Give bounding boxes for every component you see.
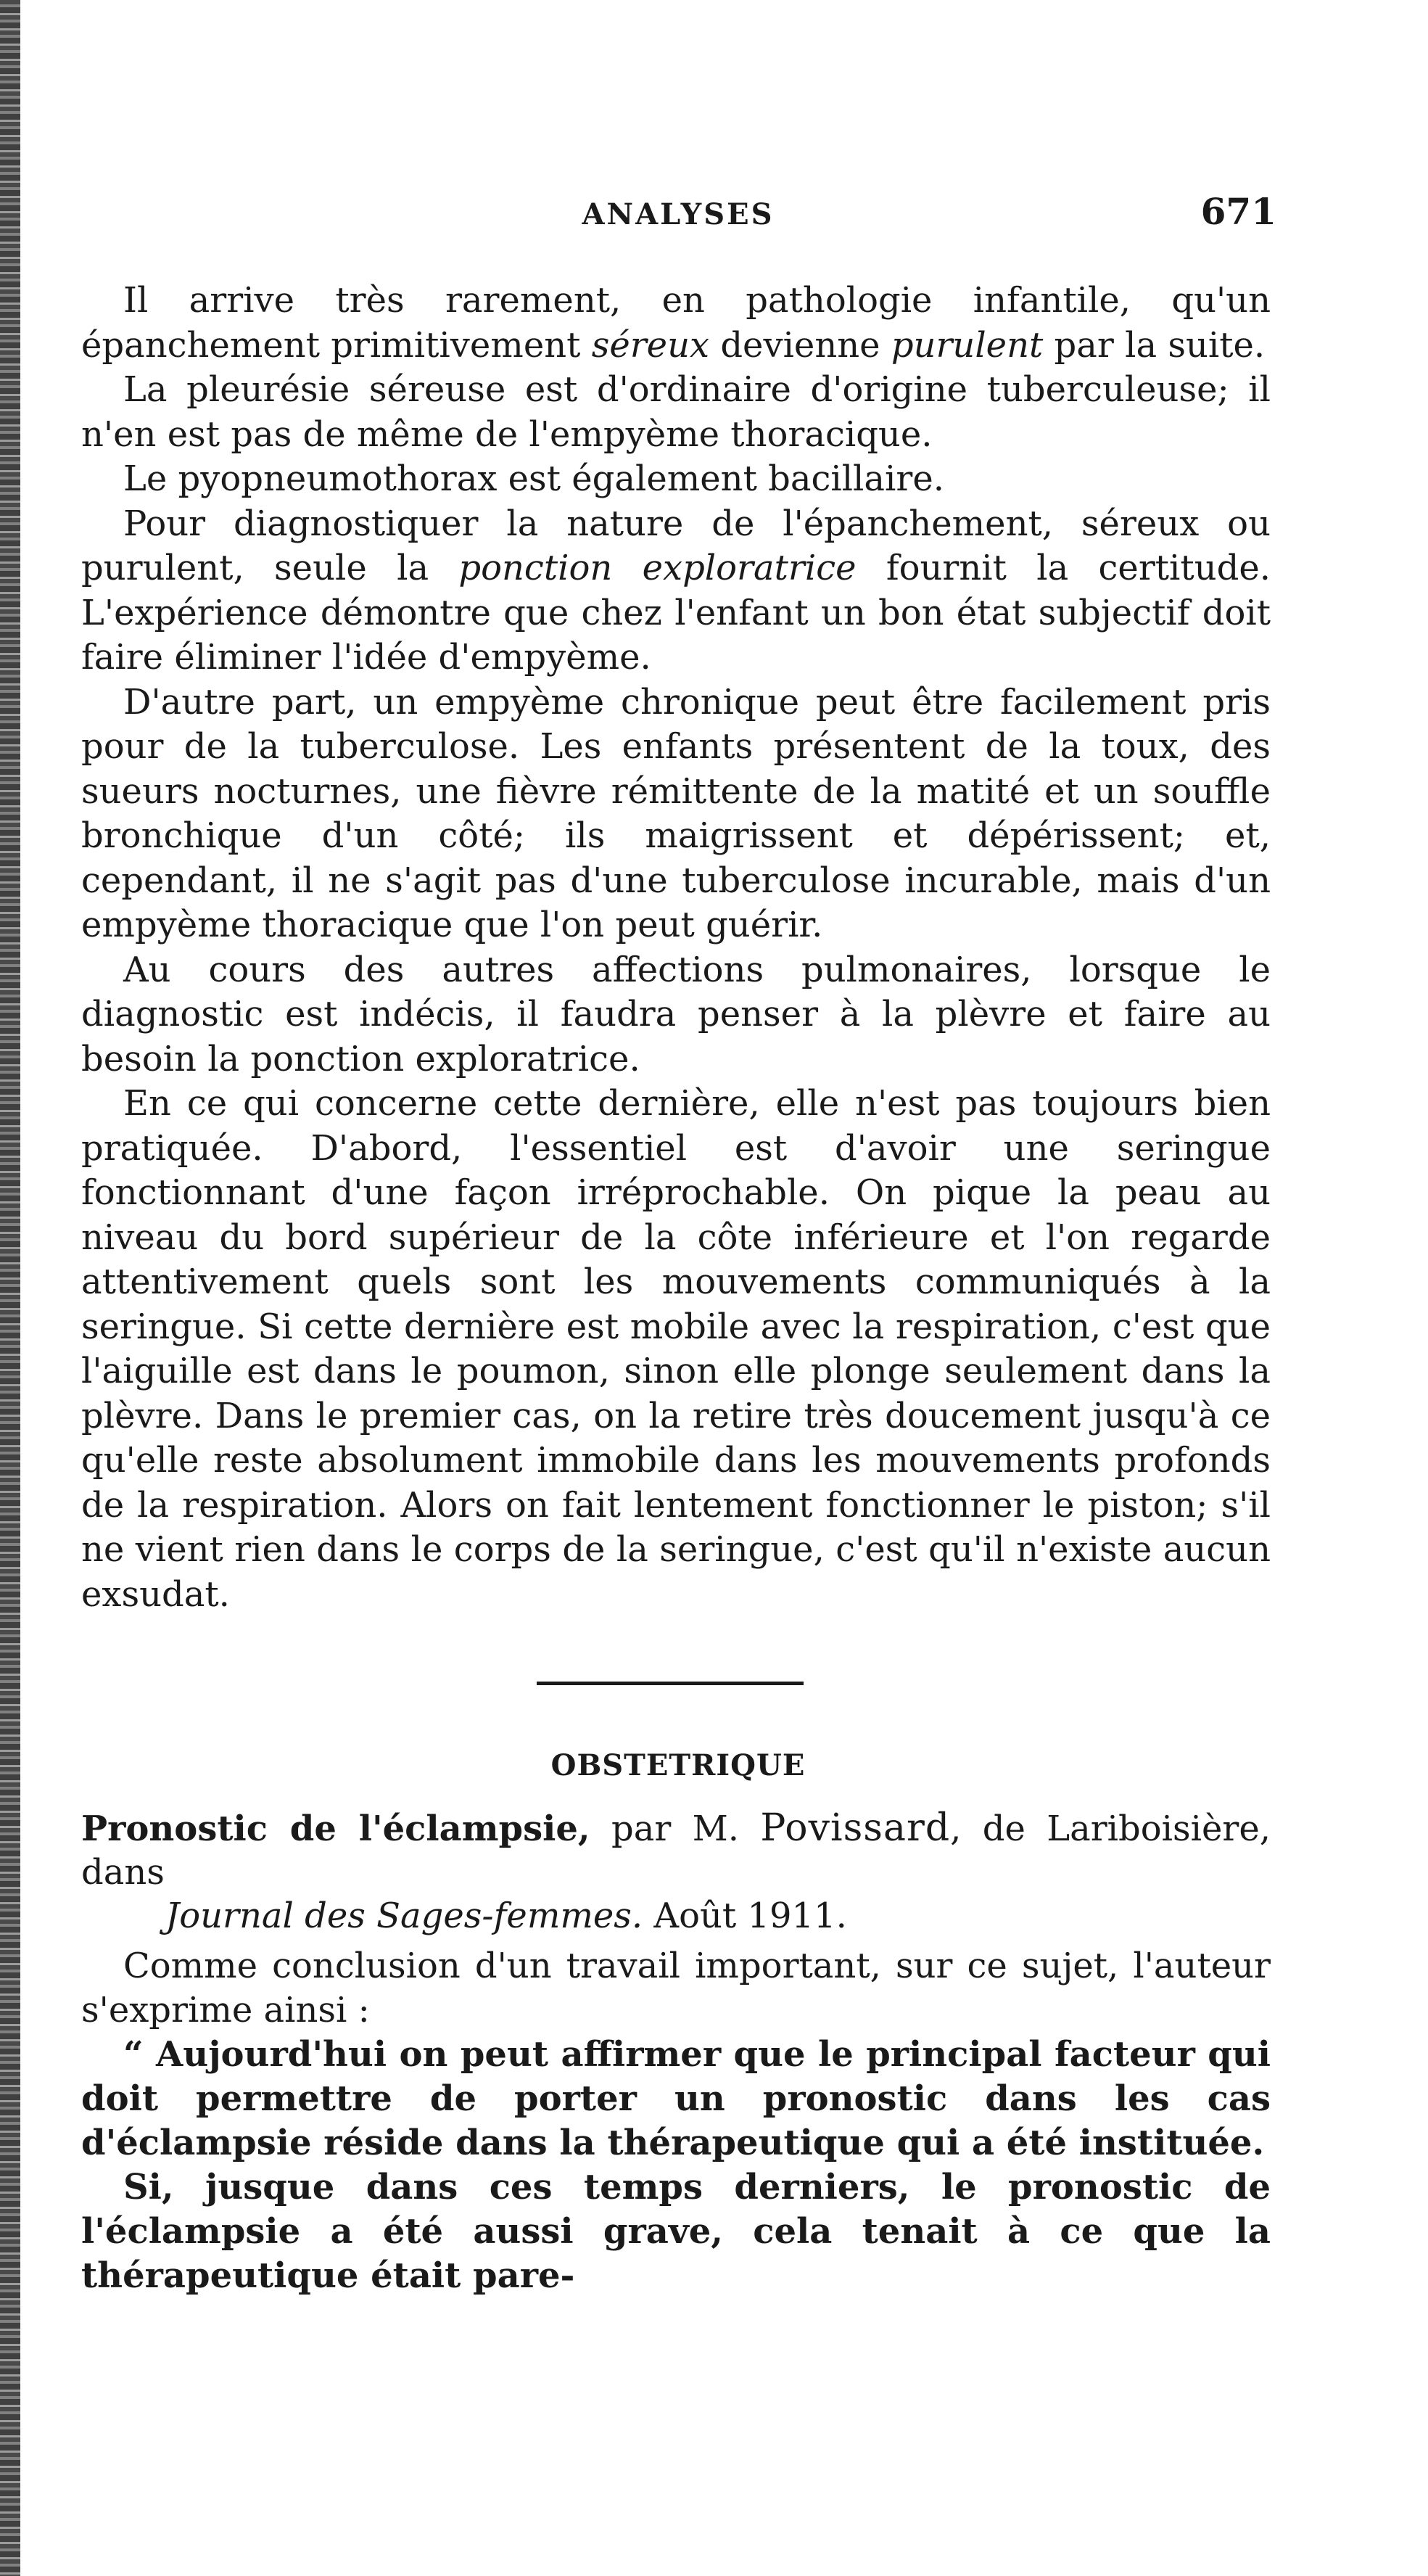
paragraph <box>81 502 1271 680</box>
italic-run: ponction exploratrice <box>458 548 857 588</box>
text-run: par la suite. <box>1043 324 1266 366</box>
review-entry <box>81 1806 1271 1938</box>
paragraph: La pleurésie séreuse est d'ordinaire d'origine tuberculeuse; il n'en est pas de même de l'empyème thoracique. <box>81 369 1271 455</box>
text-run: devienne <box>709 324 891 366</box>
scan-left-edge <box>0 0 20 2576</box>
section-divider <box>537 1682 804 1685</box>
entry-by: par M. <box>590 1808 761 1849</box>
quoted-paragraph: “ Aujourd'hui on peut affirmer que le principal facteur qui doit permettre de porter un pronostic dans les cas d'éclampsie réside dans la thérapeutique qui a été instituée. <box>81 2034 1271 2163</box>
analyses-body <box>81 279 1271 1617</box>
running-title: ANALYSES <box>582 197 775 231</box>
entry-author: Povissard <box>760 1806 951 1850</box>
paragraph <box>81 279 1271 368</box>
text-run: Pour diagnostiquer la nature de l'épanchement, séreux ou purulent, seule la <box>81 503 1271 588</box>
paragraph: Comme conclusion d'un travail important, sur ce sujet, l'auteur s'exprime ainsi : <box>81 1946 1271 2030</box>
paragraph: D'autre part, un empyème chronique peut être facilement pris pour de la tuberculose. Les enfants présentent de la toux, des sueurs nocturnes, une fièvre rémittente de la matité et un souffle bronchique d'un côté; ils maigrissent et dépérissent; et, cependant, il ne s'agit pas d'une tuberculose incurable, mais d'un empyème thoracique que l'on peut guérir. <box>81 681 1271 945</box>
page-header <box>80 190 1276 238</box>
section-title: OBSTETRIQUE <box>550 1748 806 1782</box>
italic-run: purulent <box>891 324 1044 366</box>
paragraph: Au cours des autres affections pulmonaires, lorsque le diagnostic est indécis, il faudra penser à la plèvre et faire au besoin la ponction exploratrice. <box>81 949 1271 1079</box>
obstetrique-body <box>81 1944 1271 2298</box>
text-run: Il arrive très rarement, en pathologie infantile, qu'un épanchement primitivement <box>81 280 1271 366</box>
entry-source <box>81 1894 1271 1938</box>
entry-date: Août 1911. <box>643 1896 847 1936</box>
paragraph: En ce qui concerne cette dernière, elle n'est pas toujours bien pratiquée. D'abord, l'essentiel est d'avoir une seringue fonctionnant d'une façon irréprochable. On pique la peau au niveau du bord supérieur de la côte inférieure et l'on regarde attentivement quels sont les mouvements communiqués à la seringue. Si cette dernière est mobile avec la respiration, c'est que l'aiguille est dans le poumon, sinon elle plonge seulement dans la plèvre. Dans le premier cas, on la retire très doucement jusqu'à ce qu'elle reste absolument immobile dans les mouvements profonds de la respiration. Alors on fait lentement fonctionner le piston; s'il ne vient rien dans le corps de la seringue, c'est qu'il n'existe aucun exsudat. <box>81 1083 1271 1615</box>
entry-journal: Journal des Sages-femmes. <box>165 1896 643 1936</box>
paragraph: Le pyopneumothorax est également bacillaire. <box>123 458 944 499</box>
italic-run: séreux <box>591 324 710 366</box>
quoted-paragraph: Si, jusque dans ces temps derniers, le pronostic de l'éclampsie a été aussi grave, cela tenait à ce que la thérapeutique était pare- <box>81 2167 1271 2296</box>
entry-title: Pronostic de l'éclampsie, <box>81 1808 590 1849</box>
page-number: 671 <box>1200 190 1276 233</box>
entry-heading <box>81 1806 1271 1894</box>
text-run: fournit la certitude. L'expérience démontre que chez l'enfant un bon état subjectif doit faire éliminer l'idée d'empyème. <box>81 548 1271 678</box>
entry-place: , de Lariboisière, dans <box>81 1808 1271 1893</box>
